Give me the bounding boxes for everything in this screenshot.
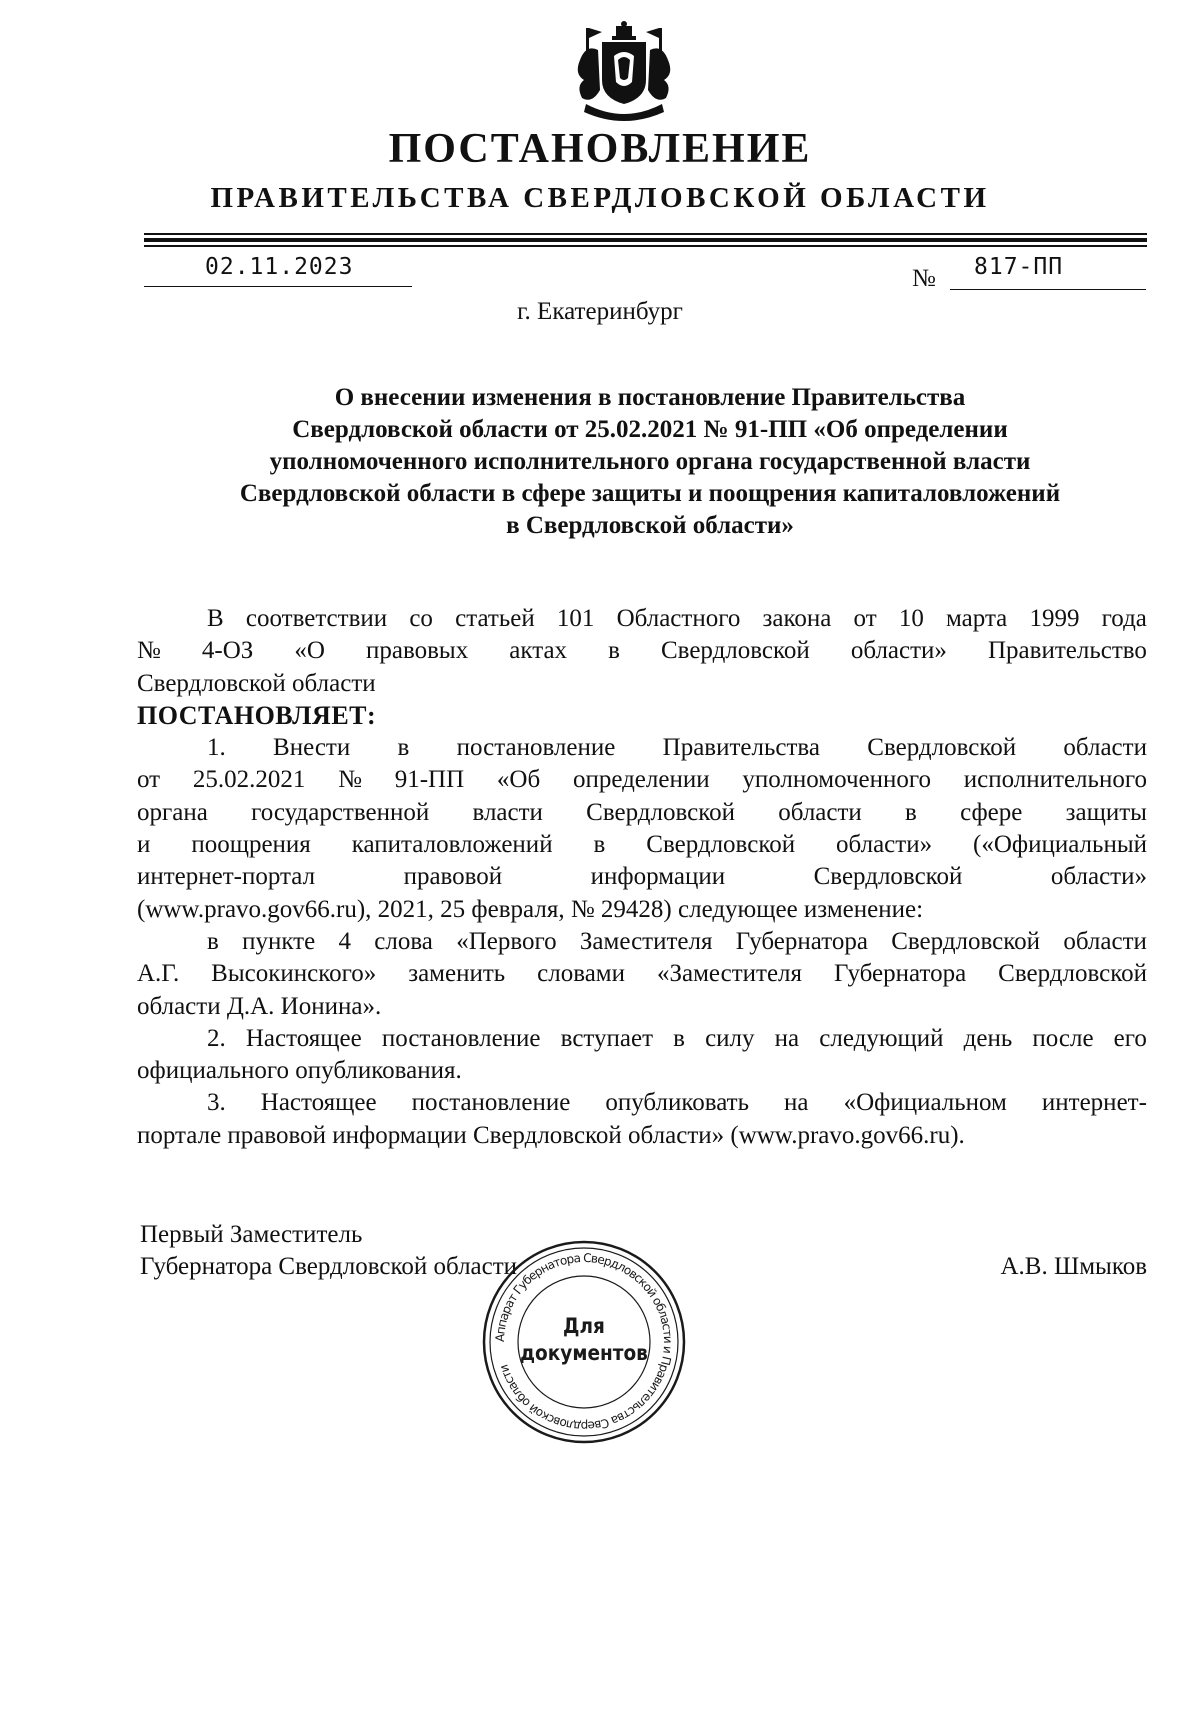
word: области»: [1050, 863, 1147, 891]
word: в: [608, 637, 620, 665]
word: 2.: [207, 1024, 226, 1052]
word: после: [1032, 1024, 1094, 1052]
body-line: [137, 861, 1147, 893]
decree-word: ПОСТАНОВЛЯЕТ:: [137, 700, 377, 730]
word: Губернатора: [834, 960, 967, 988]
word: 4-ОЗ: [201, 637, 254, 665]
body-line: [137, 732, 1147, 764]
word: «О: [294, 637, 325, 665]
word: А.Г.: [137, 960, 180, 988]
body-line: [137, 635, 1147, 667]
body-line: портале правовой информации Свердловской области» (www.pravo.gov66.ru).: [137, 1121, 965, 1149]
word: Свердловской: [646, 831, 796, 859]
word: вступает: [560, 1024, 654, 1052]
word: Высокинского»: [211, 960, 377, 988]
word: Правительство: [988, 637, 1147, 665]
word: день: [963, 1024, 1013, 1052]
document-title: [150, 382, 1150, 542]
word: Свердловской: [998, 960, 1147, 988]
number-sign: №: [912, 265, 936, 292]
word: «Официальном: [843, 1089, 1007, 1117]
word: пункте: [242, 927, 316, 955]
word: Губернатора: [735, 927, 868, 955]
word: («Официальный: [973, 831, 1147, 859]
word: защиты: [1065, 798, 1147, 826]
word: постановление: [411, 1089, 571, 1117]
signatory-position-line: Губернатора Свердловской области: [140, 1253, 518, 1280]
word: правовой: [403, 863, 503, 891]
word: поощрения: [191, 831, 311, 859]
word: Внести: [273, 734, 351, 762]
body-line: [137, 797, 1147, 829]
stamp-center-line: документов: [520, 1341, 648, 1365]
word: №: [137, 637, 161, 665]
word: власти: [472, 798, 543, 826]
word: в: [207, 927, 219, 955]
signatory-name: А.В. Шмыков: [1000, 1253, 1147, 1280]
document-date: 02.11.2023: [205, 254, 354, 280]
word: исполнительного: [963, 766, 1147, 794]
word: 91-ПП: [394, 766, 465, 794]
word: следующий: [819, 1024, 944, 1052]
body-line: (www.pravo.gov66.ru), 2021, 25 февраля, № 29428) следующее изменение:: [137, 895, 924, 923]
word: области: [1063, 734, 1147, 762]
word: области»: [850, 637, 947, 665]
word: уполномоченного: [742, 766, 932, 794]
number-underline: [950, 289, 1146, 290]
document-type-heading: ПОСТАНОВЛЕНИЕ: [388, 126, 812, 172]
word: в: [673, 1024, 685, 1052]
body-line: [137, 829, 1147, 861]
header-rule-thin-bottom: [144, 245, 1147, 247]
word: «Заместителя: [656, 960, 803, 988]
stamp-center-line: Для: [563, 1314, 605, 1338]
title-line: Свердловской области от 25.02.2021 № 91-ПП «Об определении: [292, 416, 1008, 443]
word: «Об: [496, 766, 541, 794]
word: в: [905, 798, 917, 826]
stamp-ring-text: Аппарат Губернатора Свердловской области и Правительства Свердловской области: [492, 1250, 676, 1434]
title-line: уполномоченного исполнительного органа государственной власти: [269, 448, 1031, 475]
word: «Первого: [456, 927, 557, 955]
body-line: [137, 1023, 1147, 1055]
title-line: в Свердловской области»: [506, 512, 794, 539]
body-line: [137, 926, 1147, 958]
word: Свердловской: [660, 637, 810, 665]
word: от: [137, 766, 161, 794]
official-stamp: [480, 1238, 688, 1446]
word: постановление: [456, 734, 616, 762]
coat-of-arms-icon: [572, 20, 676, 126]
body-line: [137, 958, 1147, 990]
word: Свердловской: [586, 798, 735, 826]
document-body: [137, 603, 1147, 1152]
word: закона: [762, 605, 832, 632]
word: Правительства: [662, 734, 820, 762]
word: области: [778, 798, 862, 826]
header-rule-thick: [144, 238, 1147, 242]
word: 3.: [207, 1089, 226, 1117]
word: его: [1113, 1024, 1147, 1052]
body-line: Свердловской области: [137, 669, 376, 697]
word: опубликовать: [605, 1089, 750, 1117]
word: в: [397, 734, 410, 762]
word: Областного: [616, 605, 741, 632]
word: и: [137, 831, 151, 859]
word: информации: [590, 863, 726, 891]
word: года: [1101, 605, 1147, 632]
word: Настоящее: [245, 1024, 362, 1052]
header-rule-thin-top: [144, 233, 1147, 235]
word: Свердловской: [891, 927, 1041, 955]
word: статьей: [455, 605, 535, 632]
date-underline: [144, 286, 412, 287]
word: №: [338, 766, 362, 794]
word: правовых: [366, 637, 469, 665]
word: на: [784, 1089, 809, 1117]
issuer-heading: ПРАВИТЕЛЬСТВА СВЕРДЛОВСКОЙ ОБЛАСТИ: [210, 182, 990, 214]
word: Настоящее: [260, 1089, 377, 1117]
word: В: [207, 605, 224, 632]
word: 10: [898, 605, 924, 632]
stamp-center-text: [492, 1313, 675, 1367]
word: органа: [137, 798, 208, 826]
word: интернет-: [1041, 1089, 1147, 1117]
body-line: официального опубликования.: [137, 1057, 462, 1085]
word: 101: [556, 605, 595, 632]
word: соответствии: [245, 605, 388, 632]
title-line: Свердловской области в сфере защиты и поощрения капиталовложений: [239, 480, 1061, 507]
body-line: [137, 603, 1147, 635]
word: 4: [338, 927, 351, 955]
word: слова: [374, 927, 433, 955]
title-line: О внесении изменения в постановление Правительства: [334, 384, 966, 411]
word: со: [409, 605, 433, 632]
word: области: [1063, 927, 1147, 955]
word: 1999: [1029, 605, 1080, 632]
document-number: 817-ПП: [974, 254, 1064, 280]
word: Свердловской: [813, 863, 963, 891]
word: марта: [946, 605, 1008, 632]
word: Заместителя: [579, 927, 713, 955]
word: силу: [705, 1024, 755, 1052]
word: в: [593, 831, 606, 859]
word: области»: [836, 831, 933, 859]
word: актах: [509, 637, 568, 665]
word: заменить: [408, 960, 506, 988]
word: сфере: [960, 798, 1023, 826]
body-line: [137, 764, 1147, 796]
word: постановление: [381, 1024, 541, 1052]
body-line: области Д.А. Ионина».: [137, 992, 382, 1020]
word: определении: [572, 766, 710, 794]
word: словами: [537, 960, 625, 988]
word: Свердловской: [867, 734, 1017, 762]
word: от: [853, 605, 877, 632]
word: 1.: [207, 734, 226, 762]
body-line: [137, 1087, 1147, 1119]
signatory-position: [140, 1219, 517, 1283]
word: интернет-портал: [137, 863, 316, 891]
word: на: [774, 1024, 800, 1052]
word: капиталовложений: [351, 831, 553, 859]
document-city: г. Екатеринбург: [517, 298, 683, 325]
signatory-position-line: Первый Заместитель: [140, 1221, 363, 1248]
word: 25.02.2021: [192, 766, 306, 794]
word: государственной: [251, 798, 430, 826]
